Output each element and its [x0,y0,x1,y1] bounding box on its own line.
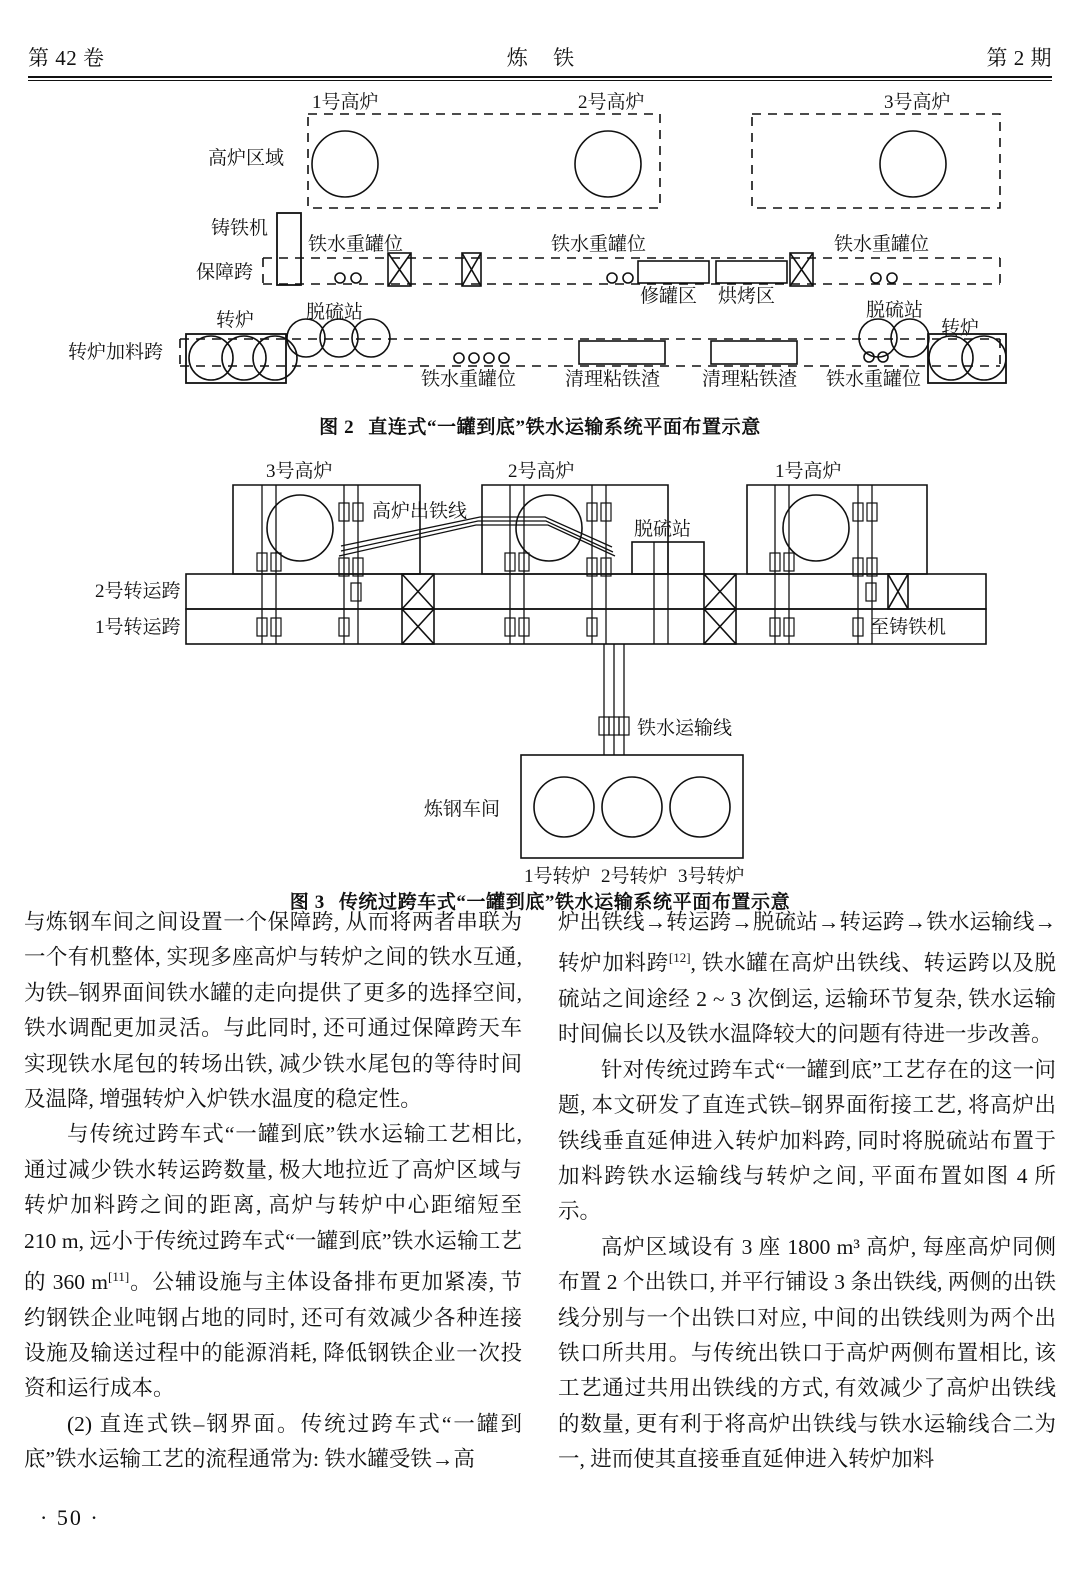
converter-2 [602,777,662,837]
casting-machine-box [277,213,301,285]
label-ladle-repair: 修罐区 [640,286,698,307]
paragraph: 高炉区域设有 3 座 1800 m³ 高炉, 每座高炉同侧布置 2 个出铁口, 并平行铺设 3 条出铁线, 两侧的出铁线分别与一个出铁口对应, 中间的出铁线则为两个出铁口所共用。与传统出铁口于高炉两侧布置相比, 该工艺通过共用出铁线的方式, 有效减少了高炉出铁线的数量, 更有利于将高炉出铁线与铁水运输线合二为一, 进而使其直接垂直延伸进入转炉加料 [558,1234,1056,1472]
figure-2 [0,86,1080,439]
figure-2-number: 图 2 [319,417,355,438]
header-rule [28,76,1052,80]
converter-group-right [928,334,1006,383]
ladle-dot [607,273,617,283]
converter-left-1 [189,336,233,380]
label-tap-line: 高炉出铁线 [372,501,468,522]
ladle-dot [351,273,361,283]
paragraph-text-cont: , 铁水罐在高炉出铁线、转运跨以及脱硫站之间途经 2 ~ 3 次倒运, 运输环节复杂, 铁水运输时间偏长以及铁水温降较大的问题有待进一步改善。 [558,951,1056,1047]
issue-label: 第 2 期 [986,46,1052,70]
volume-label: 第 42 卷 [28,46,105,70]
label-full-ladle-right: 铁水重罐位 [826,369,922,390]
ladle-dot [469,353,479,363]
blast-furnace-1 [312,131,378,197]
label-guarantee-bay: 保障跨 [196,262,254,283]
paragraph-text-cont: 。公辅设施与主体设备排布更加紧凑, 节约钢铁企业吨钢占地的同时, 还可有效减少各种连接设施及输送过程中的能源消耗, 降低钢铁企业一次投资和运行成本。 [24,1270,522,1401]
paragraph-text: 炉出铁线→转运跨→脱硫站→转运跨→铁水运输线→转炉加料跨 [558,910,1056,976]
steelmaking-shop-box [521,755,743,858]
label-bf-area: 高炉区域 [208,148,285,169]
label-steelmaking-shop: 炼钢车间 [424,799,501,820]
reference-marker: [11] [107,1269,130,1285]
label-desulf-right: 脱硫站 [866,300,924,321]
column-left [24,905,522,1478]
bf-zone-box-left [308,114,660,208]
desulf-track [654,542,668,644]
label-charging-bay: 转炉加料跨 [68,342,164,363]
ladle-dot [871,273,881,283]
label-transfer-bay-1: 1号转运跨 [95,617,181,638]
label-casting-machine: 铸铁机 [211,218,269,239]
figure-3-drawing [0,455,1080,887]
paragraph-text: 与传统过跨车式“一罐到底”铁水运输工艺相比, 通过减少铁水转运跨数量, 极大地拉近了高炉区域与转炉加料跨之间的距离, 高炉与转炉中心距缩短至 210 m, 远小于传统过跨车式“一罐到底”铁水运输工艺的 360 m [24,1122,522,1295]
page-number: · 50 · [40,1505,100,1530]
label-conv1: 1号转炉 [524,866,591,887]
slag-clean-box-2 [711,341,797,364]
label-full-ladle-1: 铁水重罐位 [308,234,404,255]
baking-zone-box [716,261,787,283]
figure-3-title: 传统过跨车式“一罐到底”铁水运输系统平面布置示意 [338,892,791,913]
converter-3 [670,777,730,837]
blast-furnace-3 [880,131,946,197]
label-bf1: 1号高炉 [775,461,842,482]
figure-2-drawing [0,86,1080,406]
label-desulf-left: 脱硫站 [306,302,364,323]
hot-metal-transport-track [604,644,624,755]
converter-1 [534,777,594,837]
transfer-car-symbol [402,574,434,644]
ladle-dot [484,353,494,363]
column-right [558,905,1056,1478]
paragraph: (2) 直连式铁–钢界面。传统过跨车式“一罐到底”铁水运输工艺的流程通常为: 铁水罐受铁→高 [24,1411,522,1472]
paragraph: 针对传统过跨车式“一罐到底”工艺存在的这一问题, 本文研发了直连式铁–钢界面衔接工艺, 将高炉出铁线垂直延伸进入转炉加料跨, 同时将脱硫站布置于加料跨铁水运输线与转炉之间, 平面布置如图 4 所示。 [558,1057,1056,1224]
paragraph: 与炼钢车间之间设置一个保障跨, 从而将两者串联为一个有机整体, 实现多座高炉与转炉之间的铁水互通, 为铁–钢界面间铁水罐的走向提供了更多的选择空间, 铁水调配更加灵活。与此同时, 还可通过保障跨天车实现铁水尾包的转场出铁, 减少铁水尾包的等待时间及温降, 增强转炉入炉铁水温度的稳定性。 [24,910,522,1112]
label-desulf: 脱硫站 [634,519,692,540]
ladle-dot [499,353,509,363]
converter-right-1 [929,336,973,380]
ladle-dot [454,353,464,363]
label-conv2: 2号转炉 [601,866,668,887]
converter-left-3 [253,336,297,380]
blast-furnace-2 [575,131,641,197]
transfer-car-symbol [888,574,908,609]
reference-marker: [12] [668,950,691,966]
label-slag-clean-1: 清理粘铁渣 [565,369,661,390]
label-converter-right: 转炉 [941,318,980,339]
label-bf3: 3号高炉 [266,461,333,482]
ladle-repair-box [638,261,709,283]
figure-3-number: 图 3 [289,892,325,913]
label-transport-line: 铁水运输线 [637,718,733,739]
label-bf2: 2号高炉 [578,92,645,113]
label-baking-zone: 烘烤区 [718,286,776,307]
label-bf1: 1号高炉 [312,92,379,113]
label-full-ladle-3: 铁水重罐位 [834,234,930,255]
figure-3 [0,455,1080,914]
transfer-car-symbol [704,574,736,644]
bf-house-1 [747,485,927,574]
label-full-ladle-2: 铁水重罐位 [551,234,647,255]
label-to-casting-machine: 至铸铁机 [870,617,947,638]
label-bf3: 3号高炉 [884,92,951,113]
ladle-dot [887,273,897,283]
journal-title: 炼 铁 [506,46,585,70]
bf-zone-box-right [752,114,1000,208]
bf-house-3 [233,485,420,574]
ladle-dot [335,273,345,283]
body-columns [24,905,1056,1478]
label-slag-clean-2: 清理粘铁渣 [702,369,798,390]
converter-group-left [186,334,286,383]
slag-clean-box-1 [579,341,665,364]
paragraph [24,1117,522,1406]
label-converter-left: 转炉 [216,310,255,331]
figure-2-title: 直连式“一罐到底”铁水运输系统平面布置示意 [368,417,761,438]
label-conv3: 3号转炉 [678,866,745,887]
ladle-dot [623,273,633,283]
transfer-bay-1-band [186,609,986,644]
figure-2-caption [0,412,1080,439]
label-transfer-bay-2: 2号转运跨 [95,581,181,602]
label-full-ladle-left: 铁水重罐位 [421,369,517,390]
label-bf2: 2号高炉 [508,461,575,482]
paragraph [558,905,1056,1053]
running-head [28,38,1052,72]
transfer-car-symbol [790,253,813,286]
